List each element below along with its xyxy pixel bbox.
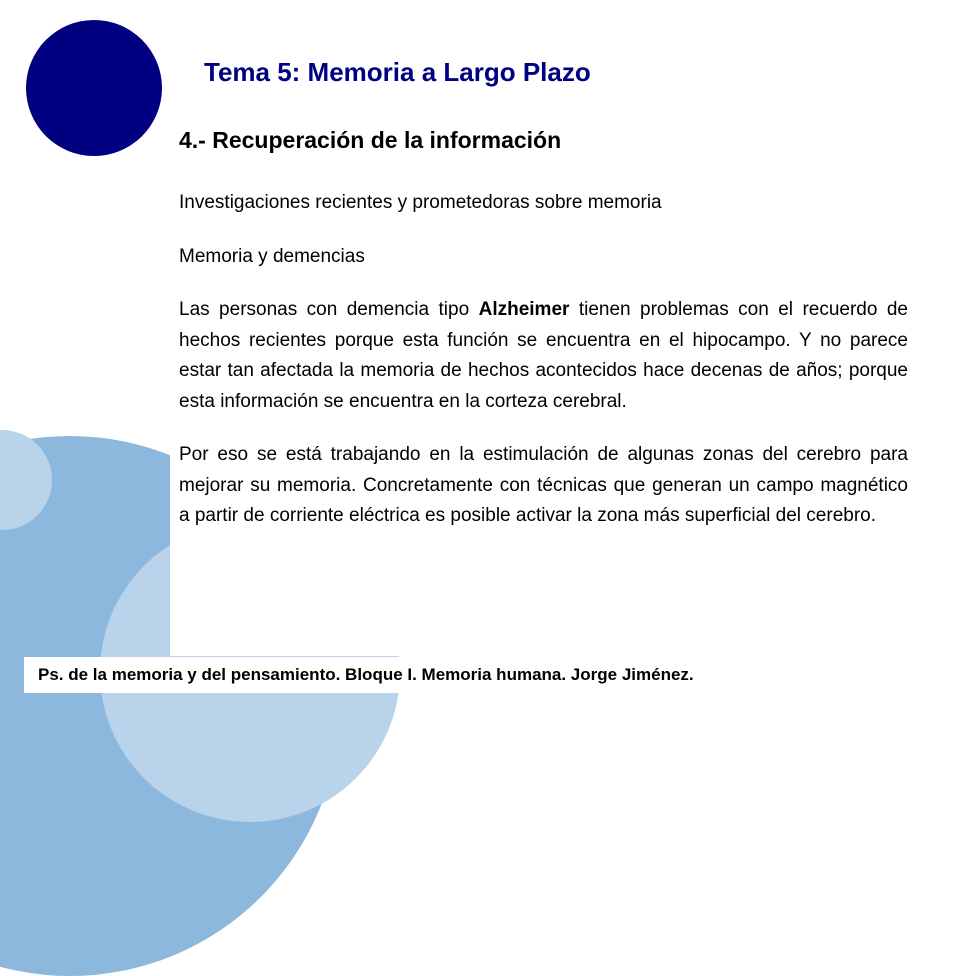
paragraph-alzheimer — [179, 295, 908, 417]
slide-title: Tema 5: Memoria a Largo Plazo — [204, 57, 591, 87]
footer-bar — [24, 657, 935, 693]
section-heading-research: Investigaciones recientes y prometedoras sobre memoria — [179, 192, 662, 213]
section-heading-dementia: Memoria y demencias — [179, 245, 365, 267]
paragraph-alzheimer-end: tienen problemas con el recuerdo de hechos recientes porque esta función se encuentra en el hipocampo. Y no parece estar tan afectada la memoria de hechos acontecidos hace decenas de años; porque esta información se encuentra en la corteza cerebral. — [179, 299, 908, 412]
footer-text: Ps. de la memoria y del pensamiento. Bloque I. Memoria humana. Jorge Jiménez. — [38, 665, 694, 684]
slide-subtitle: 4.- Recuperación de la información — [179, 127, 562, 153]
slide-body — [179, 188, 908, 532]
navy-circle-decoration — [26, 20, 162, 156]
alzheimer-term: Alzheimer — [478, 299, 570, 320]
paragraph-alzheimer-start: Las personas con demencia tipo — [179, 299, 479, 320]
paragraph-stimulation: Por eso se está trabajando en la estimulación de algunas zonas del cerebro para mejorar su memoria. Concretamente con técnicas que generan un campo magnético a partir de corriente eléctrica es posible activar la zona más superficial del cerebro. — [179, 444, 908, 526]
